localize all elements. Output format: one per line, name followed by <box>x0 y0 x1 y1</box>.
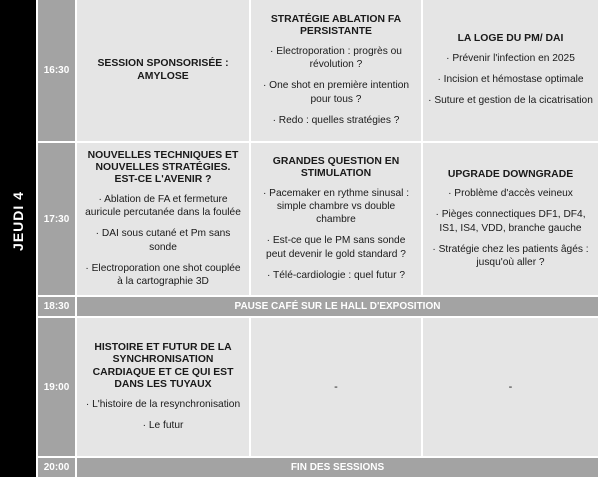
session-title: HISTOIRE ET FUTUR DE LA SYNCHRONISATION CARDIAQUE ET CE QUI EST DANS LES TUYAUX <box>92 341 234 391</box>
day-band <box>0 0 36 477</box>
session-cell <box>251 0 421 141</box>
session-title: GRANDES QUESTION EN STIMULATION <box>272 155 400 180</box>
session-item: · One shot en première intention pour tous ? <box>262 80 410 105</box>
session-item: · Incision et hémostase optimale <box>437 74 584 86</box>
session-item: · Prévenir l'infection en 2025 <box>446 52 575 64</box>
time-slot: 17:30 <box>38 143 75 295</box>
schedule-row <box>38 318 598 456</box>
session-title: SESSION SPONSORISÉE : AMYLOSE <box>97 58 229 82</box>
session-cell <box>77 0 249 141</box>
session-item: · Redo : quelles stratégies ? <box>272 114 400 126</box>
session-title: LA LOGE DU PM/ DAI <box>457 33 564 45</box>
time-slot: 19:00 <box>38 318 75 456</box>
session-item: · Suture et gestion de la cicatrisation <box>428 95 593 107</box>
session-item: · Est-ce que le PM sans sonde peut devenir le gold standard ? <box>266 235 406 260</box>
session-item: · Electroporation : progrès ou révolution ? <box>270 45 402 71</box>
session-item: · Le futur <box>142 419 184 431</box>
time-slot: 20:00 <box>38 458 75 477</box>
schedule-row <box>38 0 598 141</box>
empty-slot-dash: - <box>508 380 513 393</box>
session-item: · Problème d'accès veineux <box>448 188 573 200</box>
session-item: · Pièges connectiques DF1, DF4, IS1, IS4, VDD, branche gauche <box>435 209 586 234</box>
session-cell <box>77 318 249 456</box>
break-banner: PAUSE CAFÉ SUR LE HALL D'EXPOSITION <box>77 297 598 316</box>
session-item: · Electroporation one shot couplée à la cartographie 3D <box>85 262 241 288</box>
session-title: NOUVELLES TECHNIQUES ET NOUVELLES STRATÉGIES. EST-CE L'AVENIR ? <box>87 149 239 186</box>
time-slot: 18:30 <box>38 297 75 316</box>
session-cell <box>423 0 598 141</box>
session-cell <box>423 318 598 456</box>
schedule-row <box>38 143 598 295</box>
session-item: · Stratégie chez les patients âgés : jusqu'où aller ? <box>432 243 589 269</box>
session-cell <box>251 143 421 295</box>
time-slot: 16:30 <box>38 0 75 141</box>
session-title: STRATÉGIE ABLATION FA PERSISTANTE <box>270 13 402 38</box>
session-item: · Pacemaker en rythme sinusal : simple chambre vs double chambre <box>262 187 410 226</box>
session-cell <box>251 318 421 456</box>
day-label: JEUDI 4 <box>10 191 26 251</box>
empty-slot-dash: - <box>334 380 338 393</box>
session-title: UPGRADE DOWNGRADE <box>447 168 574 180</box>
schedule-row <box>38 297 598 316</box>
session-cell <box>77 143 249 295</box>
session-item: · Ablation de FA et fermeture auricule percutanée dans la foulée <box>85 193 241 219</box>
end-banner: FIN DES SESSIONS <box>77 458 598 477</box>
schedule-row <box>38 458 598 477</box>
session-item: · Télé-cardiologie : quel futur ? <box>267 269 405 281</box>
session-item: · L'histoire de la resynchronisation <box>85 398 241 410</box>
session-cell <box>423 143 598 295</box>
session-item: · DAI sous cutané et Pm sans sonde <box>95 228 231 253</box>
schedule-grid <box>38 0 598 477</box>
